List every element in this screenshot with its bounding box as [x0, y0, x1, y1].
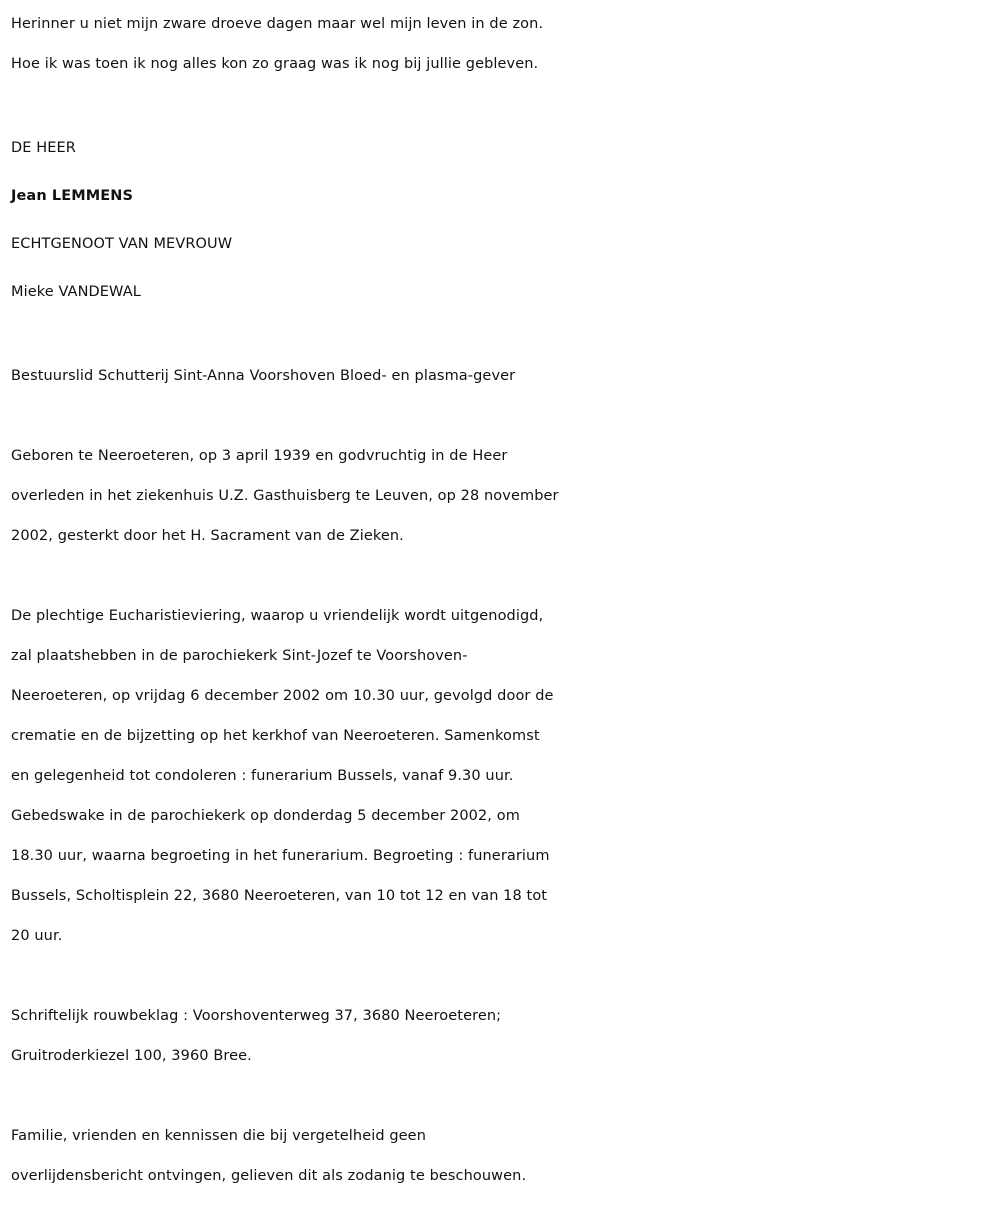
birth-death-line-2: overleden in het ziekenhuis U.Z. Gasthuisberg te Leuven, op 28 november [11, 488, 559, 504]
ceremony-line-4: crematie en de bijzetting op het kerkhof van Neeroeteren. Samenkomst [11, 728, 540, 744]
poem-line-2: Hoe ik was toen ik nog alles kon zo graag was ik nog bij jullie gebleven. [11, 56, 539, 72]
spacer [11, 396, 995, 436]
ceremony-line-3: Neeroeteren, op vrijdag 6 december 2002 om 10.30 uur, gevolgd door de [11, 688, 554, 704]
closing-line-2: overlijdensbericht ontvingen, gelieven dit als zodanig te beschouwen. [11, 1168, 527, 1184]
deceased-section [11, 124, 995, 316]
ceremony-line-6: Gebedswake in de parochiekerk op donderdag 5 december 2002, om [11, 808, 520, 824]
ceremony-line-9: 20 uur. [11, 928, 63, 944]
birth-death-line-3: 2002, gesterkt door het H. Sacrament van de Zieken. [11, 528, 404, 544]
ceremony-line-8: Bussels, Scholtisplein 22, 3680 Neeroeteren, van 10 tot 12 en van 18 tot [11, 888, 548, 904]
condolence-line-1: Schriftelijk rouwbeklag : Voorshoventerweg 37, 3680 Neeroeteren; [11, 1008, 502, 1024]
spouse-name: Mieke VANDEWAL [11, 284, 141, 300]
birth-death-section [11, 436, 995, 556]
deceased-title: DE HEER [11, 140, 76, 156]
spacer [11, 556, 995, 596]
ceremony-line-1: De plechtige Eucharistieviering, waarop u vriendelijk wordt uitgenodigd, [11, 608, 544, 624]
poem-section [11, 4, 995, 84]
poem-line-1: Herinner u niet mijn zware droeve dagen maar wel mijn leven in de zon. [11, 16, 544, 32]
obituary-document [11, 4, 995, 1196]
spacer [11, 316, 995, 356]
roles-text: Bestuurslid Schutterij Sint-Anna Voorshoven Bloed- en plasma-gever [11, 368, 516, 384]
ceremony-line-7: 18.30 uur, waarna begroeting in het funerarium. Begroeting : funerarium [11, 848, 550, 864]
spacer [11, 84, 995, 124]
ceremony-line-5: en gelegenheid tot condoleren : funerarium Bussels, vanaf 9.30 uur. [11, 768, 514, 784]
birth-death-line-1: Geboren te Neeroeteren, op 3 april 1939 en godvruchtig in de Heer [11, 448, 508, 464]
ceremony-line-2: zal plaatshebben in de parochiekerk Sint-Jozef te Voorshoven- [11, 648, 468, 664]
deceased-name: Jean LEMMENS [11, 188, 134, 204]
spacer [11, 1076, 995, 1116]
condolence-line-2: Gruitroderkiezel 100, 3960 Bree. [11, 1048, 252, 1064]
closing-section [11, 1116, 995, 1196]
condolence-section [11, 996, 995, 1076]
closing-line-1: Familie, vrienden en kennissen die bij vergetelheid geen [11, 1128, 426, 1144]
deceased-relation: ECHTGENOOT VAN MEVROUW [11, 236, 233, 252]
spacer [11, 956, 995, 996]
ceremony-section [11, 596, 995, 956]
